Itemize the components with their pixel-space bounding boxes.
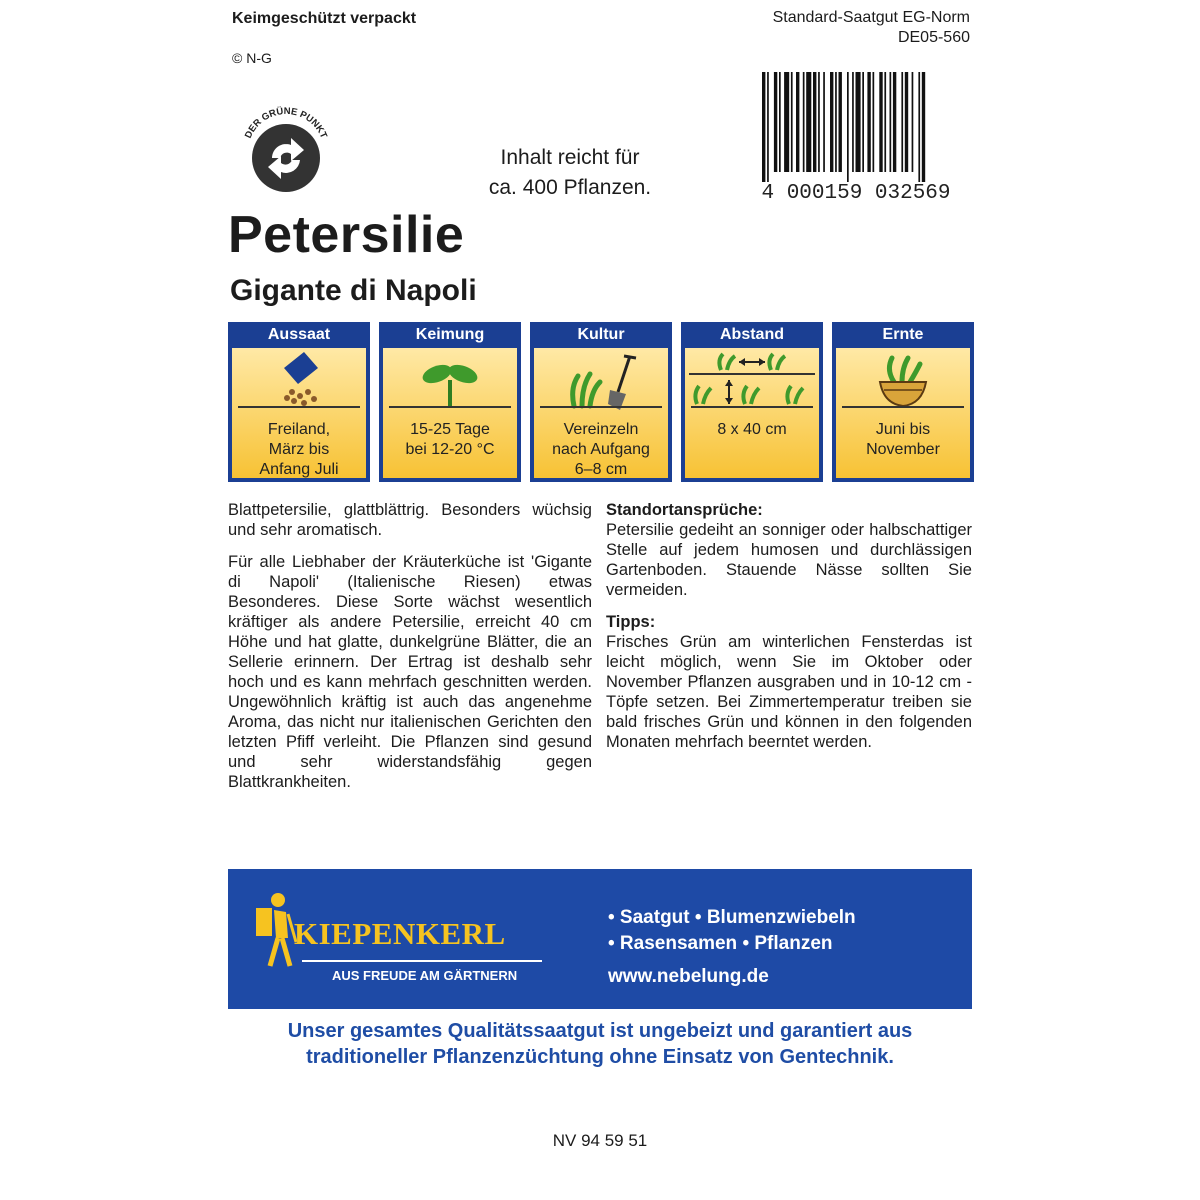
article-number: NV 94 59 51 xyxy=(552,1131,648,1150)
card-text-line: nach Aufgang xyxy=(552,441,650,458)
product-range-line: • Rasensamen • Pflanzen xyxy=(608,933,833,954)
card-text-line: 15-25 Tage xyxy=(410,421,490,438)
tips-heading: Tipps: xyxy=(606,613,656,631)
description-column xyxy=(228,500,592,804)
card-text-line: November xyxy=(866,441,940,458)
card-text-line: bei 12-20 °C xyxy=(405,441,495,458)
seed-standard-code: DE05-560 xyxy=(897,29,970,46)
card-text-line: 6–8 cm xyxy=(574,461,628,478)
card-label: Keimung xyxy=(415,326,485,343)
seed-quantity-line2: ca. 400 Pflanzen. xyxy=(488,176,652,199)
kiepenkerl-figure-icon xyxy=(252,890,298,970)
quality-notice-line: traditioneller Pflanzenzüchtung ohne Einsatz von Gentechnik. xyxy=(306,1046,894,1068)
svg-text:DER GRÜNE PUNKT: DER GRÜNE PUNKT xyxy=(242,105,330,141)
barcode-digits: 4 000159 032569 xyxy=(761,182,951,202)
location-text: Petersilie gedeiht an sonniger oder halbschattiger Stelle auf jedem humosen und durchlässigen Gartenboden. Stauende Nässe sollten Sie vermeiden. xyxy=(606,521,972,599)
card-text-line: 8 x 40 cm xyxy=(717,421,787,438)
card-aussaat xyxy=(228,322,370,482)
barcode xyxy=(738,72,968,202)
description-body: Für alle Liebhaber der Kräuterküche ist 'Gigante di Napoli' (Italienische Riesen) etwas Besonderes. Diese Sorte wächst wesentlich kräftiger als andere Petersilie, erreicht 40 cm Höhe und hat glatte, dunkelgrüne Blätter, die an Sellerie erinnern. Der Ertrag ist deshalb sehr hoch und es kann mehrfach geschnitten werden. Ungewöhnlich kräftig ist auch das angenehme Aroma, das nicht nur italienischen Gerichten den letzten Pfiff verleiht. Die Pflanzen sind gesund und sehr widerstandsfähig gegen Blattkrankheiten. xyxy=(228,553,592,791)
card-text-line: Vereinzeln xyxy=(563,421,639,438)
packaging-note: Keimgeschützt verpackt xyxy=(232,10,417,27)
product-variety: Gigante di Napoli xyxy=(230,274,477,307)
tips-text: Frisches Grün am winterlichen Fensterdas ist leicht möglich, wenn Sie im Oktober oder November Pflanzen ausgraben und in 10-12 cm -Töpfe setzen. Bei Zimmertemperatur treiben sie bald frisches Grün und können in den folgenden Monaten mehrfach beerntet werden. xyxy=(606,633,972,751)
card-text-line: Freiland, xyxy=(267,421,331,438)
card-abstand xyxy=(681,322,823,482)
barcode-bars xyxy=(762,72,925,182)
info-column xyxy=(606,500,972,764)
brand-name: KIEPENKERL xyxy=(294,916,506,951)
card-kultur xyxy=(530,322,672,482)
card-text-line: März bis xyxy=(268,441,330,458)
card-text-line: Anfang Juli xyxy=(259,461,339,478)
card-label: Ernte xyxy=(882,326,924,343)
seed-quantity-line1: Inhalt reicht für xyxy=(500,146,640,169)
location-heading: Standortansprüche: xyxy=(606,501,763,519)
card-keimung xyxy=(379,322,521,482)
description-intro: Blattpetersilie, glattblättrig. Besonders wüchsig und sehr aromatisch. xyxy=(228,501,592,539)
cultivation-cards xyxy=(228,322,972,482)
seed-standard-line: Standard-Saatgut EG-Norm xyxy=(772,9,970,26)
product-range-line: • Saatgut • Blumenzwiebeln xyxy=(608,907,856,928)
product-range xyxy=(608,905,856,957)
card-label: Aussaat xyxy=(267,326,331,343)
brand-slogan: AUS FREUDE AM GÄRTNERN xyxy=(332,968,518,983)
quality-notice-line: Unser gesamtes Qualitätssaatgut ist ungebeizt und garantiert aus xyxy=(287,1020,913,1042)
seed-quantity xyxy=(470,143,670,203)
website-link[interactable]: www.nebelung.de xyxy=(608,966,769,987)
quality-notice xyxy=(228,1018,972,1070)
card-label: Abstand xyxy=(720,326,784,343)
copyright: © N-G xyxy=(232,50,272,66)
green-dot-logo-icon xyxy=(236,100,336,200)
kiepenkerl-logo xyxy=(252,882,552,992)
card-label: Kultur xyxy=(577,326,625,343)
seed-standard xyxy=(700,8,970,48)
card-text-line: Juni bis xyxy=(875,421,931,438)
product-title: Petersilie xyxy=(228,206,465,264)
card-ernte xyxy=(832,322,974,482)
